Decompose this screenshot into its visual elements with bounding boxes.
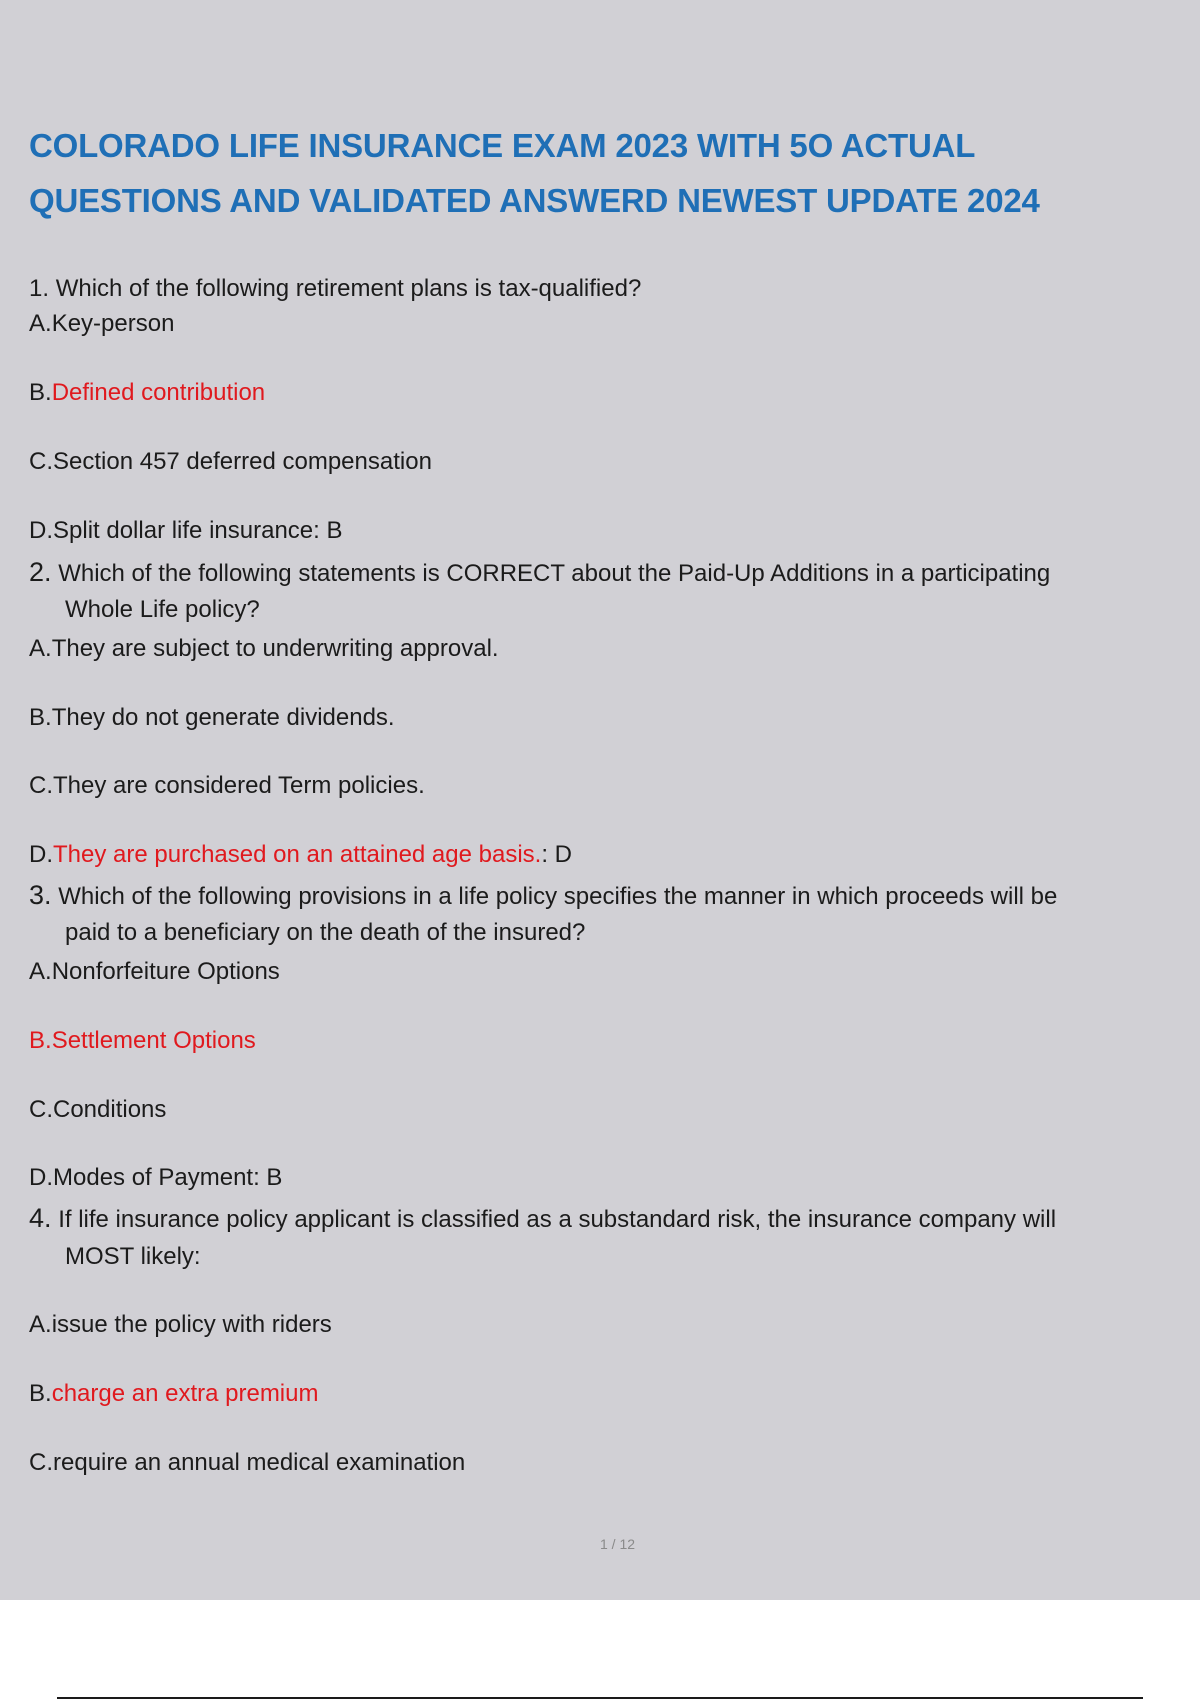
question-4-number: 4.: [29, 1203, 52, 1233]
q2-option-d-letter: D.: [29, 841, 53, 868]
q1-option-a-text: Key-person: [51, 310, 175, 337]
q2-option-a-letter: A.: [29, 635, 52, 662]
question-3-number: 3.: [29, 880, 52, 910]
q2-option-a-text: They are subject to underwriting approval.: [51, 635, 499, 662]
question-1: [29, 274, 641, 304]
q1-option-d-text: Split dollar life insurance: B: [53, 517, 343, 544]
q1-option-b-letter: B.: [29, 379, 52, 406]
q1-option-d-letter: D.: [29, 517, 53, 544]
q3-option-b-text: Settlement Options: [51, 1027, 256, 1054]
q4-option-b-text: charge an extra premium: [51, 1380, 319, 1407]
question-3-text-line-2: paid to a beneficiary on the death of the insured?: [65, 919, 586, 946]
q2-option-b-letter: B.: [29, 704, 52, 731]
q4-option-c-text: require an annual medical examination: [53, 1449, 466, 1476]
q2-option-d: [29, 840, 572, 870]
q4-option-a-text: issue the policy with riders: [51, 1311, 332, 1338]
q4-option-c-letter: C.: [29, 1449, 53, 1476]
q3-option-a-text: Nonforfeiture Options: [51, 958, 280, 985]
q3-option-d: [29, 1163, 282, 1193]
q2-option-d-answer: : D: [541, 841, 573, 868]
q3-option-c-letter: C.: [29, 1096, 53, 1123]
q2-option-b-text: They do not generate dividends.: [51, 704, 395, 731]
q4-option-c: [29, 1448, 465, 1478]
q4-option-a: [29, 1310, 332, 1340]
page-indicator: 1 / 12: [599, 1536, 636, 1552]
q1-option-a-letter: A.: [29, 310, 52, 337]
q3-option-c: [29, 1095, 166, 1125]
question-4-text-line-2: MOST likely:: [65, 1243, 201, 1270]
q1-option-b: [29, 378, 265, 408]
q3-option-d-letter: D.: [29, 1164, 53, 1191]
question-2-text-line-1: Which of the following statements is CORRECT about the Paid-Up Additions in a participating: [58, 560, 1051, 587]
question-1-text: Which of the following retirement plans is tax-qualified?: [55, 275, 642, 302]
q3-option-c-text: Conditions: [53, 1096, 167, 1123]
q4-option-b-letter: B.: [29, 1380, 52, 1407]
question-2-number: 2.: [29, 557, 52, 587]
question-4-text-line-1: If life insurance policy applicant is classified as a substandard risk, the insurance company will: [58, 1206, 1057, 1233]
q1-option-a: [29, 309, 174, 339]
q4-option-b: [29, 1379, 318, 1409]
question-3-text-line-1: Which of the following provisions in a life policy specifies the manner in which proceeds will be: [58, 883, 1058, 910]
q3-option-b: [29, 1026, 256, 1056]
q1-option-c-text: Section 457 deferred compensation: [53, 448, 432, 475]
question-4-continuation: [65, 1242, 201, 1272]
question-4: [29, 1203, 1056, 1235]
q3-option-a: [29, 957, 280, 987]
next-page-divider: [57, 1697, 1143, 1699]
document-title: [29, 118, 1169, 228]
q2-option-d-text: They are purchased on an attained age basis.: [53, 841, 542, 868]
q1-option-c: [29, 447, 432, 477]
question-3-continuation: [65, 918, 585, 948]
question-1-number: 1.: [29, 275, 50, 302]
q1-option-b-text: Defined contribution: [51, 379, 266, 406]
question-2-text-line-2: Whole Life policy?: [65, 596, 260, 623]
q3-option-d-text: Modes of Payment: B: [53, 1164, 283, 1191]
q2-option-c: [29, 771, 425, 801]
q3-option-b-letter: B.: [29, 1027, 52, 1054]
q1-option-d: [29, 516, 342, 546]
q2-option-a: [29, 634, 499, 664]
q1-option-c-letter: C.: [29, 448, 53, 475]
question-2-continuation: [65, 595, 260, 625]
question-3: [29, 880, 1057, 912]
q2-option-c-letter: C.: [29, 772, 53, 799]
q2-option-b: [29, 703, 395, 733]
q3-option-a-letter: A.: [29, 958, 52, 985]
title-line-1: COLORADO LIFE INSURANCE EXAM 2023 WITH 5O ACTUAL: [29, 127, 976, 164]
q2-option-c-text: They are considered Term policies.: [53, 772, 425, 799]
title-line-2: QUESTIONS AND VALIDATED ANSWERD NEWEST UPDATE 2024: [29, 182, 1040, 219]
question-2: [29, 557, 1050, 589]
q4-option-a-letter: A.: [29, 1311, 52, 1338]
